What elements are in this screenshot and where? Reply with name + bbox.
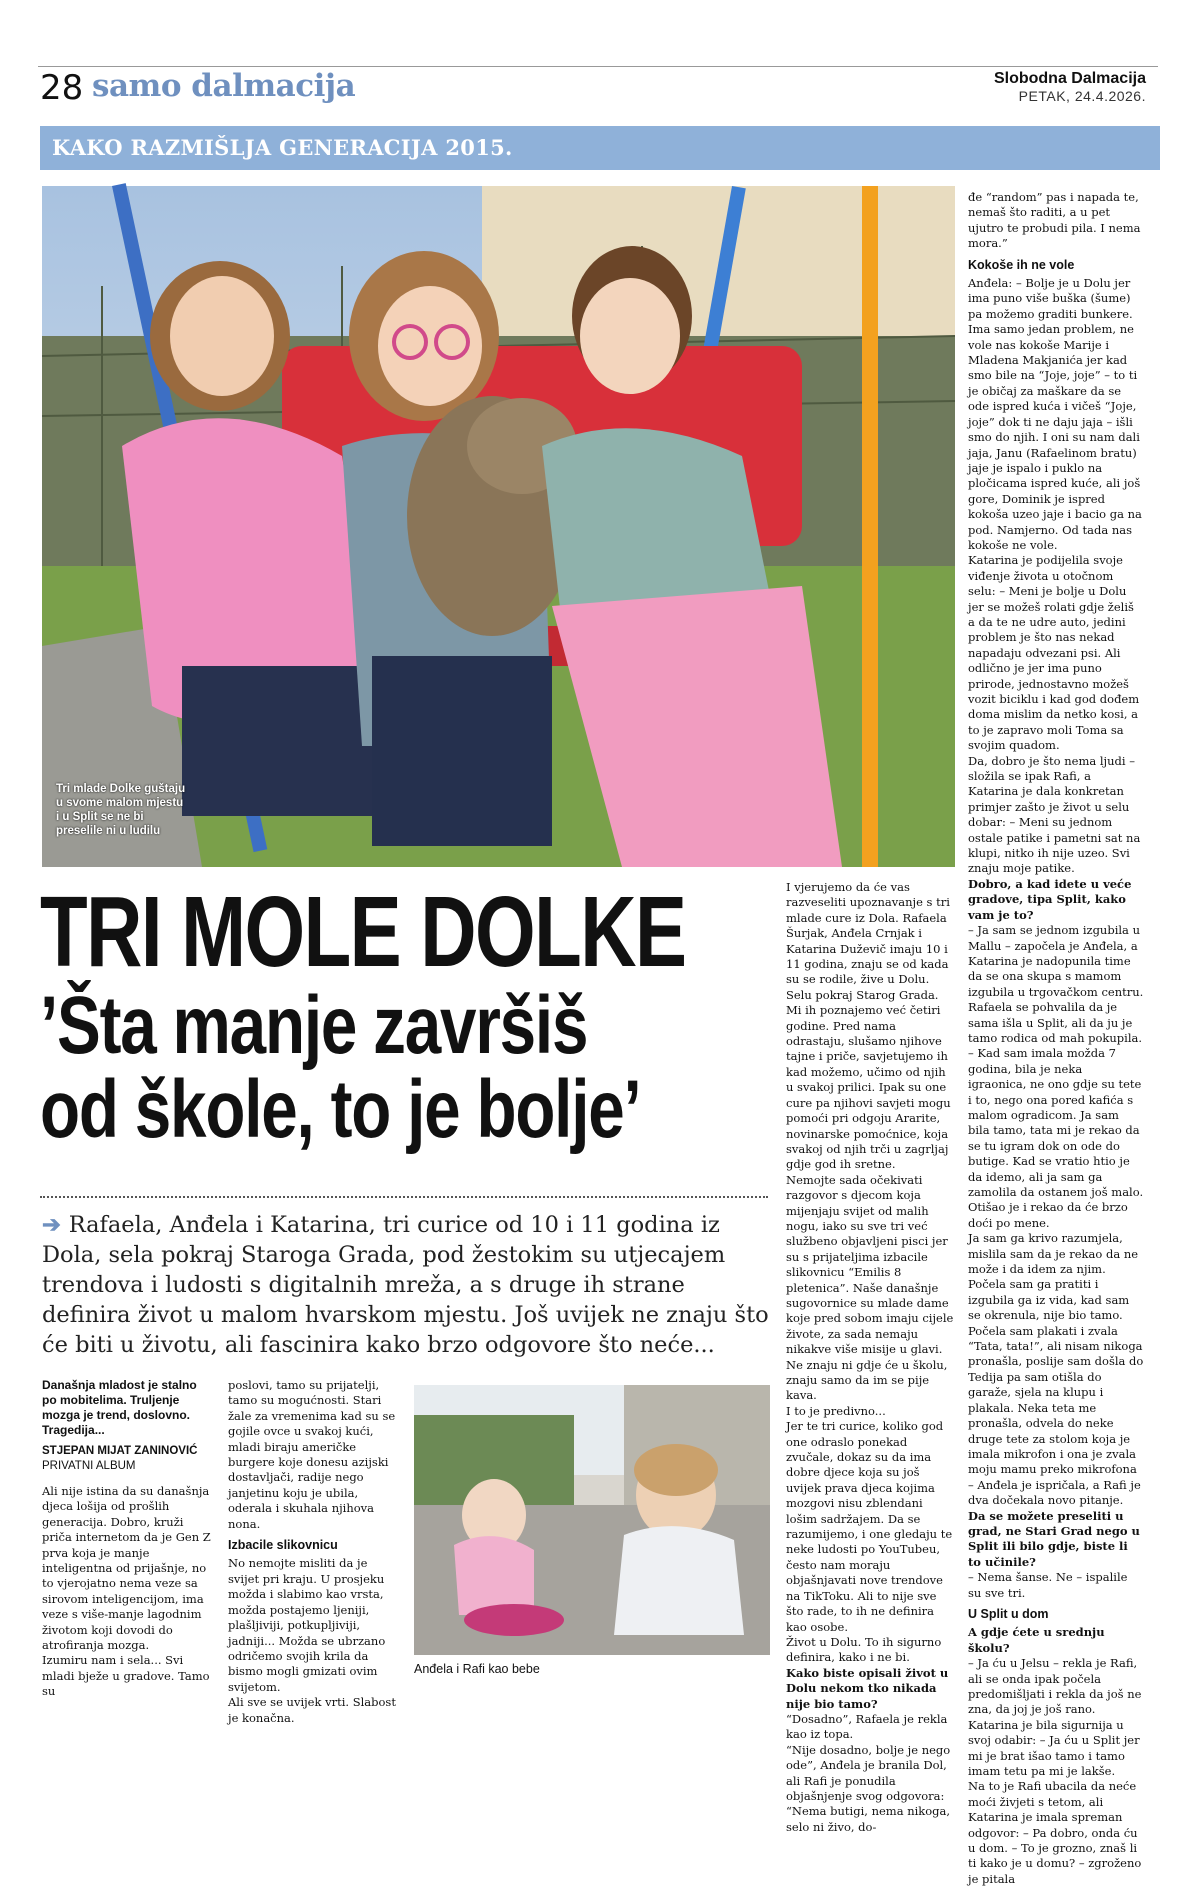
headline-line-2: ’Šta manje završiš (40, 980, 588, 1071)
babies-photo (414, 1385, 770, 1655)
interview-question: Da se možete preseliti u grad, ne Stari Grad nego u Split ili bilo gdje, biste li to učinile? (968, 1508, 1140, 1569)
paragraph: Ali sve se uvijek vrti. Slabost je konačna. (228, 1695, 396, 1725)
main-photo (42, 186, 955, 867)
article-column-4 (968, 190, 1144, 1886)
paragraph: I to je predivno... (786, 1403, 886, 1418)
paragraph: Mi ih poznajemo već četiri godine. Pred nama odrastaju, slušamo njihove tajne i priče, savjetujemo ih kad možemo, učimo od njih u svakoj prilici. Ipak su one cure pa njihovi savjeti mogu pomoći pri odgoju Ararite, novinarske pomoćnice, koja svakoj od njih trči u zagrljaj gdje god ih sretne. (786, 1003, 951, 1172)
main-photo-caption: Tri mlade Dolke guštaju u svome malom mjestu i u Split se ne bi preselile ni u ludilu (56, 783, 186, 837)
newspaper-name: Slobodna Dalmacija (993, 70, 1146, 87)
interview-question: Kako biste opisali život u Dolu nekom tko nikada nije bio tamo? (786, 1665, 949, 1711)
author-byline: STJEPAN MIJAT ZANINOVIĆ (42, 1445, 198, 1457)
paragraph: – Ja sam se jednom izgubila u Mallu – započela je Anđela, a Katarina je nadopunila time da se ona skupa s mamom izgubila u trgovačkom centru. Rafaela se pohvalila da je sama išla u Split, ali da ju je tamo rodica od mah pokupila. (968, 923, 1144, 1045)
subheading: Kokoše ih ne vole (968, 257, 1075, 272)
subheading: U Split u dom (968, 1606, 1049, 1621)
article-column-2 (228, 1378, 400, 1725)
paragraph: Jer te tri curice, koliko god one odraslo ponekad zvučale, dokaz su da ima dobre djece koja su još uvijek prava djeca kojima mozgovi nisu zblendani lošim sadržajem. Da se razumijemo, i one gledaju te neke ludosti po YouTubeu, često nam moraju objašnjavati nove trendove na TikToku. Ali to nije sve što rade, to ih ne definira kao osobe. (786, 1419, 953, 1634)
lead-paragraph (42, 1210, 772, 1360)
article-column-1 (42, 1378, 214, 1699)
paragraph: No nemojte misliti da je svijet pri kraju. U prosjeku možda i slabimo kao vrsta, možda postajemo ljeniji, plašljiviji, potkupljiviji, jadniji... Možda se ubrzano odričemo svojih krila da bismo mogli gmizati ovim svijetom. (228, 1556, 386, 1694)
paragraph: “Nije dosadno, bolje je nego ode”, Anđela je branila Dol, ali Rafi je ponudila objašnjenje svog odgovora: “Nema butigi, nema nikoga, selo ni živo, do- (786, 1742, 951, 1834)
paragraph: Ali nije istina da su današnja djeca lošija od prošlih generacija. Dobro, kruži priča internetom da je Gen Z prva koja je manje inteligentna od prijašnje, no to vjerojatno nema veze sa sirovom inteligencijom, ima veze s više-manje lagodnim životom koji dovodi do atrofiranja mozga. (42, 1484, 211, 1653)
paragraph: Anđela: – Bolje je u Dolu jer ima puno više buška (šume) pa možemo graditi bunkere. Ima samo jedan problem, ne vole nas kokoše Marije i Mladena Makjanića jer kad smo bile na “Joje, joje” – to ti je običaj za maškare da se ode ispred kuća i vičeš “Joje, joje” dok ti ne daju jaja – išli smo do njih. I oni su nam dali jaja, Janu (Rafaelinom bratu) jaje je ispalo i puklo na pločicama ispred kuće, ali još gore, Dominik je ispred kokoša uzeo jaje i bacio ga na pod. Namjerno. Od tada nas kokoše ne vole. (968, 276, 1142, 552)
paragraph: “Dosadno”, Rafaela je rekla kao iz topa. (786, 1711, 948, 1742)
paragraph: I vjerujemo da će vas razveseliti upoznavanje s tri mlade cure iz Dola. Rafaela Šurjak, Anđela Crnjak i Katarina Duževič imaju 10 i 11 godina, znaju se od kada su se rodile, žive u Dolu. Selu pokraj Starog Grada. (786, 880, 950, 1002)
paragraph: poslovi, tamo su prijatelji, tamo su mogućnosti. Stari žale za vremenima kad su se gojile ovce u svakoj kući, mladi biraju američke burgere koje donesu azijski dostavljači, radije nego janjetinu koju je ubila, oderala i skuhala njihova nona. (228, 1378, 396, 1531)
paragraph: Na to je Rafi ubacila da neće moći živjeti s tetom, ali Katarina je imala spreman odgovor: – Pa dobro, onda ću u dom. – To je grozno, znaš li ti kako je u domu? – zgroženo je pitala (968, 1779, 1142, 1886)
topic-banner-text: KAKO RAZMIŠLJA GENERACIJA 2015. (52, 135, 513, 160)
headline-divider (40, 1196, 768, 1198)
lead-text: Rafaela, Anđela i Katarina, tri curice od 10 i 11 godina iz Dola, sela pokraj Staroga Grada, pod žestokim su utjecajem trendova i ludosti s digitalnih mreža, a s druge ih strane definira život u malom hvarskom mjestu. Još uvijek ne znaju što će biti u životu, ali fascinira kako brzo odgovore što neće... (42, 1212, 769, 1358)
paragraph: – Ja ću u Jelsu – rekla je Rafi, ali se onda ipak počela predomišljati i rekla da još ne zna, da joj je još rano. Katarina je bila sigurnija u svoj odabir: – Ja ću u Split jer mi je brat išao tamo i tamo imam tetu pa mi je lakše. (968, 1656, 1142, 1779)
paragraph: – Kad sam imala možda 7 godina, bila je neka igraonica, ne ono gdje su tete i to, nego ona pored kafića s malom ogradicom. Ja sam bila tamo, tata mi je rekao da se tu igram dok on ode do butige. Kad se vratio htio je da idemo, ali ja sam ga zamolila da ostanem još malo. Otišao je i rekao da će brzo doći po mene. (968, 1046, 1144, 1230)
header-rule (38, 66, 1158, 67)
article-column-3 (786, 880, 954, 1834)
paragraph: đe “random” pas i napada te, nemaš što raditi, a u pet ujutro te probudi pila. I nema mora.” (968, 190, 1141, 251)
article-intro: Današnja mladost je stalno po mobitelima. Truljenje mozga je trend, doslovno. Tragedija... (42, 1378, 197, 1437)
headline (40, 876, 780, 1155)
babies-photo-caption: Anđela i Rafi kao bebe (414, 1662, 540, 1676)
page-number: 28 (40, 68, 84, 108)
section-title: samo dalmacija (92, 68, 356, 104)
interview-question: Dobro, a kad idete u veće gradove, tipa Split, kako vam je to? (968, 876, 1132, 922)
subheading: Izbacile slikovnicu (228, 1538, 338, 1553)
paragraph: Nemojte sada očekivati razgovor s djecom koja mijenjaju svijet od malih nogu, iako su sve tri već službeno objavljeni pisci jer su s prijateljima izbacile slikovnicu “Emilis 8 pletenica”. Naše današnje sugovornice su mlade dame koje pred sobom imaju cijele živote, za sada nemaju nikakve više misije u glavi. Ne znaju ni gdje će u školu, znaju samo da im se pije kava. (786, 1172, 954, 1403)
photo-credit: PRIVATNI ALBUM (42, 1460, 136, 1472)
arrow-right-icon: ➔ (42, 1212, 69, 1238)
paragraph: – Nema šanse. Ne – ispalile su sve tri. (968, 1570, 1128, 1600)
paragraph: Život u Dolu. To ih sigurno definira, kako i ne bi. (786, 1634, 942, 1665)
headline-line-1: TRI MOLE DOLKE (40, 876, 686, 988)
headline-line-3: od škole, to je bolje’ (40, 1064, 641, 1155)
paragraph: Da, dobro je što nema ljudi – složila se ipak Rafi, a Katarina je dala konkretan primjer zašto je život u selu dobar: – Meni su jednom ostale patike i pametni sat na klupi, nitko ih nije uzeo. Svi znaju moje patike. (968, 753, 1141, 876)
issue-date: PETAK, 24.4.2026. (1018, 88, 1146, 104)
interview-question: A gdje ćete u srednju školu? (968, 1625, 1105, 1655)
paragraph: Ja sam ga krivo razumjela, mislila sam da je rekao da ne može i da idem za njim. Počela sam ga pratiti i izgubila ga iz vida, kad sam se okrenula, nije bio tamo. Počela sam plakati i zvala “Tata, tata!”, ali nisam nikoga pronašla, poslije sam došla do Tedija pa sam otišla do garaže, sjela na klupu i plakala. Neka teta me pronašla, odvela do neke druge tete za stolom koja je imala mikrofon i ona je zvala moju mamu preko mikrofona – Anđela je ispričala, a Rafi je dva dočekala novo pitanje. (968, 1231, 1144, 1508)
paragraph: Katarina je podijelila svoje viđenje života u otočnom selu: – Meni je bolje u Dolu jer se možeš rolati gdje želiš a da te ne udre auto, jedini problem je što nas nekad napadaju odvezani psi. Ali odlično je jer ima puno prirode, jednostavno možeš vozit biciklu i kad god dođem doma mislim da netko kosi, a to je zapravo moli Toma sa svojim quadom. (968, 553, 1140, 753)
paragraph: Izumiru nam i sela... Svi mladi bježe u gradove. Tamo su (42, 1653, 210, 1699)
